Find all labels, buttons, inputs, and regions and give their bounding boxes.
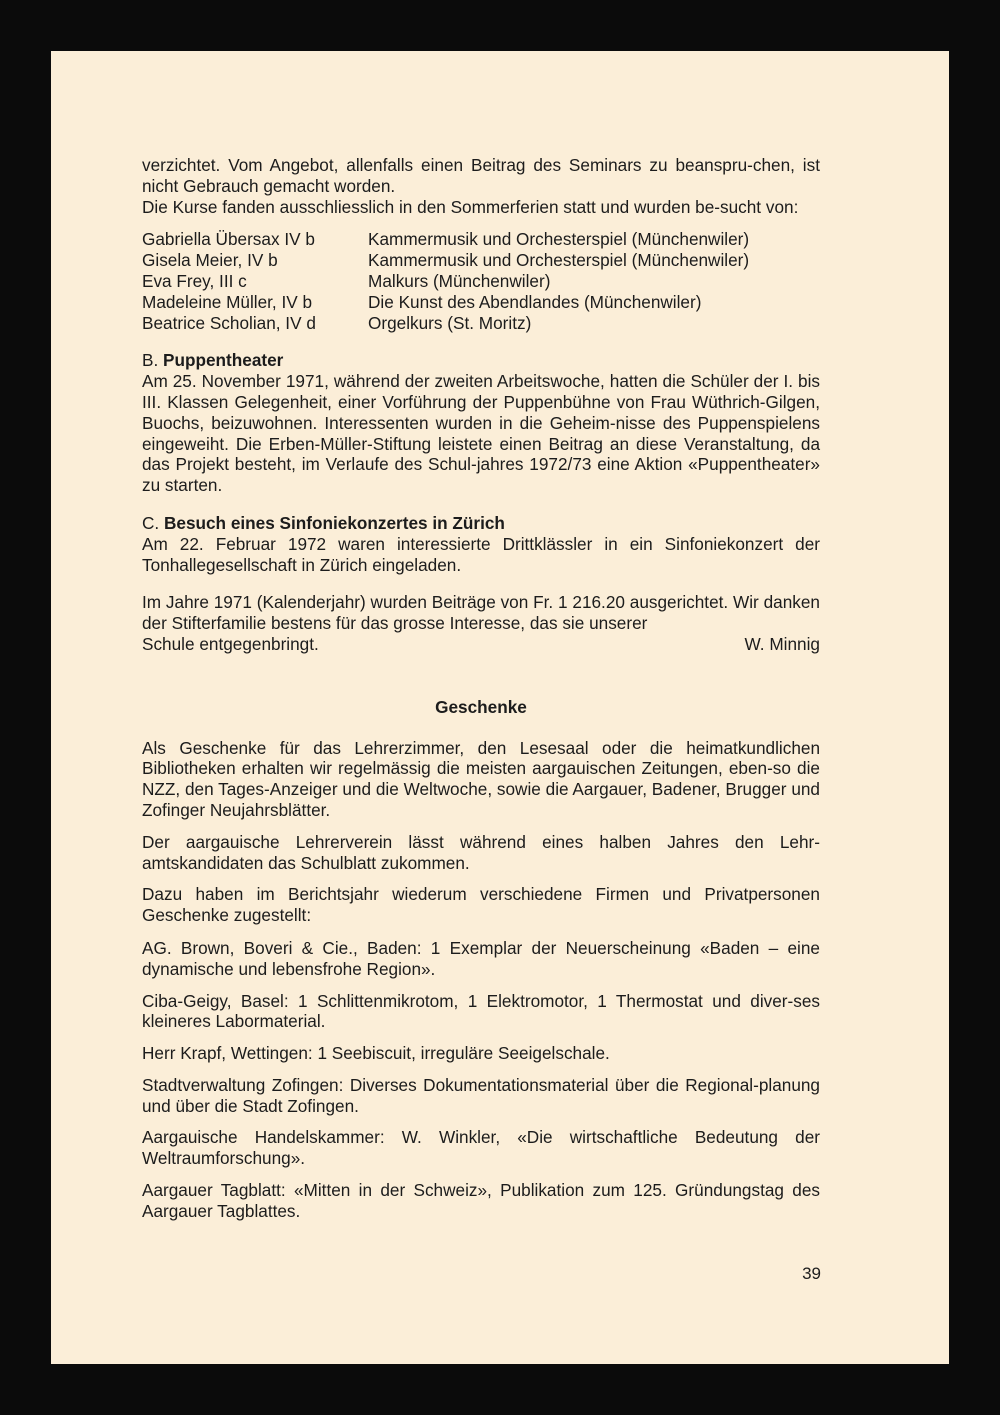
intro-paragraph-1: verzichtet. Vom Angebot, allenfalls einen Beitrag des Seminars zu beanspru-chen, ist nicht Gebrauch gemacht worden. xyxy=(142,155,820,196)
course-row xyxy=(142,250,820,271)
section-c-text: Am 22. Februar 1972 waren interessierte Drittklässler in ein Sinfoniekonzert der Tonhallegesellschaft in Zürich eingeladen. xyxy=(142,533,820,575)
course-row xyxy=(142,229,820,250)
summary-text: Im Jahre 1971 (Kalenderjahr) wurden Beiträge von Fr. 1 216.20 ausgerichtet. Wir danken der Stifterfamilie bestens für das grosse Interesse, das sie unserer xyxy=(142,592,820,634)
geschenke-paragraph-1: Als Geschenke für das Lehrerzimmer, den Lesesaal oder die heimatkundlichen Bibliotheken erhalten wir regelmässig die meisten aargauischen Zeitungen, eben-so die NZZ, den Tages-Anzeiger und die Weltwoche, sowie die Aargauer, Badener, Brugger und Zofinger Neujahrsblätter. xyxy=(142,737,820,820)
gift-item: Stadtverwaltung Zofingen: Diverses Dokumentationsmaterial über die Regional-planung und über die Stadt Zofingen. xyxy=(142,1074,820,1116)
course-title: Die Kunst des Abendlandes (Münchenwiler) xyxy=(368,291,702,312)
student-name: Eva Frey, III c xyxy=(142,270,247,291)
course-title: Kammermusik und Orchesterspiel (Münchenwiler) xyxy=(368,229,750,250)
gift-item: AG. Brown, Boveri & Cie., Baden: 1 Exemplar der Neuerscheinung «Baden – eine dynamische und lebensfrohe Region». xyxy=(142,937,820,979)
gift-item: Herr Krapf, Wettingen: 1 Seebiscuit, irreguläre Seeigelschale. xyxy=(142,1043,610,1064)
section-c-title: Besuch eines Sinfoniekonzertes in Zürich xyxy=(163,512,505,533)
gift-item: Aargauer Tagblatt: «Mitten in der Schweiz», Publikation zum 125. Gründungstag des Aargauer Tagblattes. xyxy=(142,1180,820,1221)
course-row xyxy=(142,271,820,292)
summary-last-line: Schule entgegenbringt. xyxy=(142,633,319,654)
section-b-text: Am 25. November 1971, während der zweiten Arbeitswoche, hatten die Schüler der I. bis III. Klassen Gelegenheit, einer Vorführung der Puppenbühne von Frau Wüthrich-Gilgen, Buochs, beizuwohnen. Interessenten wurden in die Geheim-nisse des Puppenspielens eingeweiht. Die Erben-Müller-Stiftung leistete einen Beitrag an diese Veranstaltung, da das Projekt besteht, im Verlaufe des Schul-jahres 1972/73 eine Aktion «Puppentheater» zu starten. xyxy=(142,371,820,496)
course-title: Kammermusik und Orchesterspiel (Münchenwiler) xyxy=(368,250,750,271)
course-row xyxy=(142,313,820,334)
student-name: Gabriella Übersax IV b xyxy=(142,229,315,250)
page-content xyxy=(142,155,820,1222)
page-number: 39 xyxy=(802,1264,821,1283)
section-b-letter: B. xyxy=(142,350,159,371)
section-b-heading xyxy=(142,350,820,371)
intro-paragraph-2: Die Kurse fanden ausschliesslich in den Sommerferien statt und wurden be-sucht von: xyxy=(142,196,799,217)
student-name: Beatrice Scholian, IV d xyxy=(142,312,316,333)
student-name: Gisela Meier, IV b xyxy=(142,250,278,271)
summary-signature-line xyxy=(142,634,820,655)
student-name: Madeleine Müller, IV b xyxy=(142,291,313,312)
course-list xyxy=(142,229,820,333)
section-c-letter: C. xyxy=(142,512,160,533)
gift-item: Ciba-Geigy, Basel: 1 Schlittenmikrotom, 1 Elektromotor, 1 Thermostat und diver-ses kleineres Labormaterial. xyxy=(142,990,820,1032)
signature: W. Minnig xyxy=(744,633,820,654)
section-c-heading xyxy=(142,513,820,534)
section-b-title: Puppentheater xyxy=(163,350,284,371)
gift-item: Aargauische Handelskammer: W. Winkler, «Die wirtschaftliche Bedeutung der Weltraumforschung». xyxy=(142,1127,820,1169)
course-title: Malkurs (Münchenwiler) xyxy=(368,270,551,291)
geschenke-paragraph-3: Dazu haben im Berichtsjahr wiederum verschiedene Firmen und Privatpersonen Geschenke zugestellt: xyxy=(142,884,820,926)
course-title: Orgelkurs (St. Moritz) xyxy=(368,312,532,333)
document-page xyxy=(51,51,949,1364)
course-row xyxy=(142,292,820,313)
geschenke-title: Geschenke xyxy=(435,696,527,717)
geschenke-paragraph-2: Der aargauische Lehrerverein lässt während eines halben Jahres den Lehr-amtskandidaten das Schulblatt zukommen. xyxy=(142,831,820,873)
